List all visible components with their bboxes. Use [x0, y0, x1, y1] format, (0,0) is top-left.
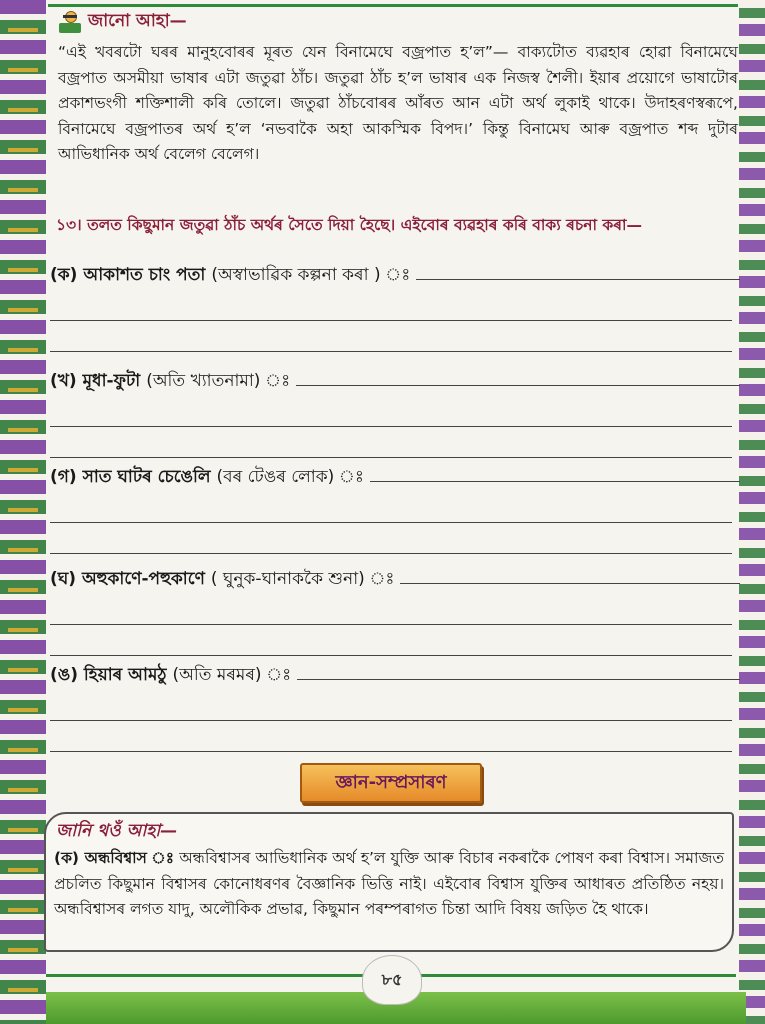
- exercise-item-gha: [50, 566, 740, 656]
- question-13: ১৩। তলত কিছুমান জতুৱা ঠাঁচ অৰ্থৰ সৈতে দিয়া হৈছে। এইবোৰ ব্যৱহাৰ কৰি বাক্য ৰচনা কৰা—: [56, 216, 642, 234]
- idiom-meaning: (অতি খ্যাতনামা) ঃ: [146, 371, 291, 391]
- note-body: অন্ধবিশ্বাসৰ আভিধানিক অৰ্থ হ’ল যুক্তি আৰু বিচাৰ নকৰাকৈ পোষণ কৰা বিশ্বাস। সমাজত প্ৰচলিত কিছুমান বিশ্বাসৰ কোনোধৰণৰ বৈজ্ঞানিক ভিত্তি নাই। এইবোৰ বিশ্বাস যুক্তিৰ আধাৰত প্ৰতিষ্ঠিত নহয়। অন্ধবিশ্বাসৰ লগত যাদু, অলৌকিক প্ৰভাৱ, কিছুমান পৰম্পৰাগত চিন্তা আদি বিষয় জড়িত হৈ থাকে।: [54, 849, 724, 918]
- idiom-label: (গ) সাত ঘাটৰ চেঙেলি: [50, 467, 211, 487]
- answer-line[interactable]: [50, 624, 732, 625]
- intro-quote: “এই খবৰটো ঘৰৰ মানুহবোৰৰ মূৰত যেন বিনামেঘে বজ্রপাত হ’ল”— বাক্যটোত: [58, 43, 577, 61]
- answer-line[interactable]: [50, 457, 732, 458]
- idiom-label: (ঘ) অহুকাণে-পহুকাণে: [50, 569, 205, 589]
- reading-child-icon: [58, 11, 82, 33]
- right-border-decoration: [739, 0, 765, 1024]
- section-heading-row: [58, 8, 187, 36]
- exercise-item-ga: [50, 464, 740, 554]
- answer-line[interactable]: [296, 369, 740, 386]
- answer-line[interactable]: [50, 655, 732, 656]
- idiom-label: (খ) মূধা-ফুটা: [50, 371, 141, 391]
- answer-line[interactable]: [50, 426, 732, 427]
- answer-line[interactable]: [50, 751, 732, 752]
- answer-line[interactable]: [416, 263, 740, 280]
- idiom-label: (ক) আকাশত চাং পতা: [50, 265, 206, 285]
- page-content: [50, 0, 740, 1024]
- note-box: [44, 812, 734, 952]
- page-number: ৮৫: [362, 955, 422, 1005]
- idiom-label: (ঙ) হিয়াৰ আমঠু: [50, 665, 167, 685]
- idiom-meaning: (বৰ টেঙৰ লোক) ঃ: [216, 467, 364, 487]
- banner-row: [50, 763, 740, 803]
- knowledge-expansion-banner: জ্ঞান-সম্প্ৰসাৰণ: [300, 763, 482, 803]
- answer-line[interactable]: [400, 567, 740, 584]
- note-title: জানি থওঁ আহা—: [56, 821, 178, 841]
- note-term: (ক) অন্ধবিশ্বাস ঃ: [54, 849, 175, 867]
- answer-line[interactable]: [50, 522, 732, 523]
- answer-line[interactable]: [50, 320, 732, 321]
- idiom-meaning: ( ঘুনুক-ঘানাককৈ শুনা) ঃ: [210, 569, 395, 589]
- answer-line[interactable]: [370, 465, 740, 482]
- idiom-meaning: (অস্বাভাৱিক কল্পনা কৰা ) ঃ: [211, 265, 411, 285]
- answer-line[interactable]: [297, 663, 740, 680]
- intro-paragraph: [58, 40, 738, 168]
- left-border-decoration: [0, 0, 46, 1024]
- idiom-meaning: (অতি মৰমৰ) ঃ: [172, 665, 292, 685]
- exercise-item-kha: [50, 368, 740, 458]
- answer-line[interactable]: [50, 720, 732, 721]
- answer-line[interactable]: [50, 351, 732, 352]
- answer-line[interactable]: [50, 553, 732, 554]
- intro-body: ব্যৱহাৰ হোৱা বিনামেঘে বজ্রপাত অসমীয়া ভাষাৰ এটা জতুৱা ঠাঁচ। জতুৱা ঠাঁচ হ’ল ভাষাৰ এক নিজস্ব শৈলী। ইয়াৰ প্ৰয়োগে ভাষাটোৰ প্ৰকাশভংগী শক্তিশালী কৰি তোলে। জতুৱা ঠাঁচবোৰৰ আঁৰত আন এটা অৰ্থ লুকাই থাকে। উদাহৰণস্বৰূপে, বিনামেঘে বজ্রপাতৰ অৰ্থ হ’ল ‘নভবাকৈ অহা আকস্মিক বিপদ।’ কিন্তু বিনামেঘ আৰু বজ্রপাত শব্দ দুটাৰ আভিধানিক অৰ্থ বেলেগ বেলেগ।: [58, 43, 738, 163]
- section-heading: জানো আহা—: [88, 11, 187, 31]
- exercise-item-unga: [50, 662, 740, 752]
- exercise-item-ka: [50, 262, 740, 352]
- note-text: [54, 846, 724, 923]
